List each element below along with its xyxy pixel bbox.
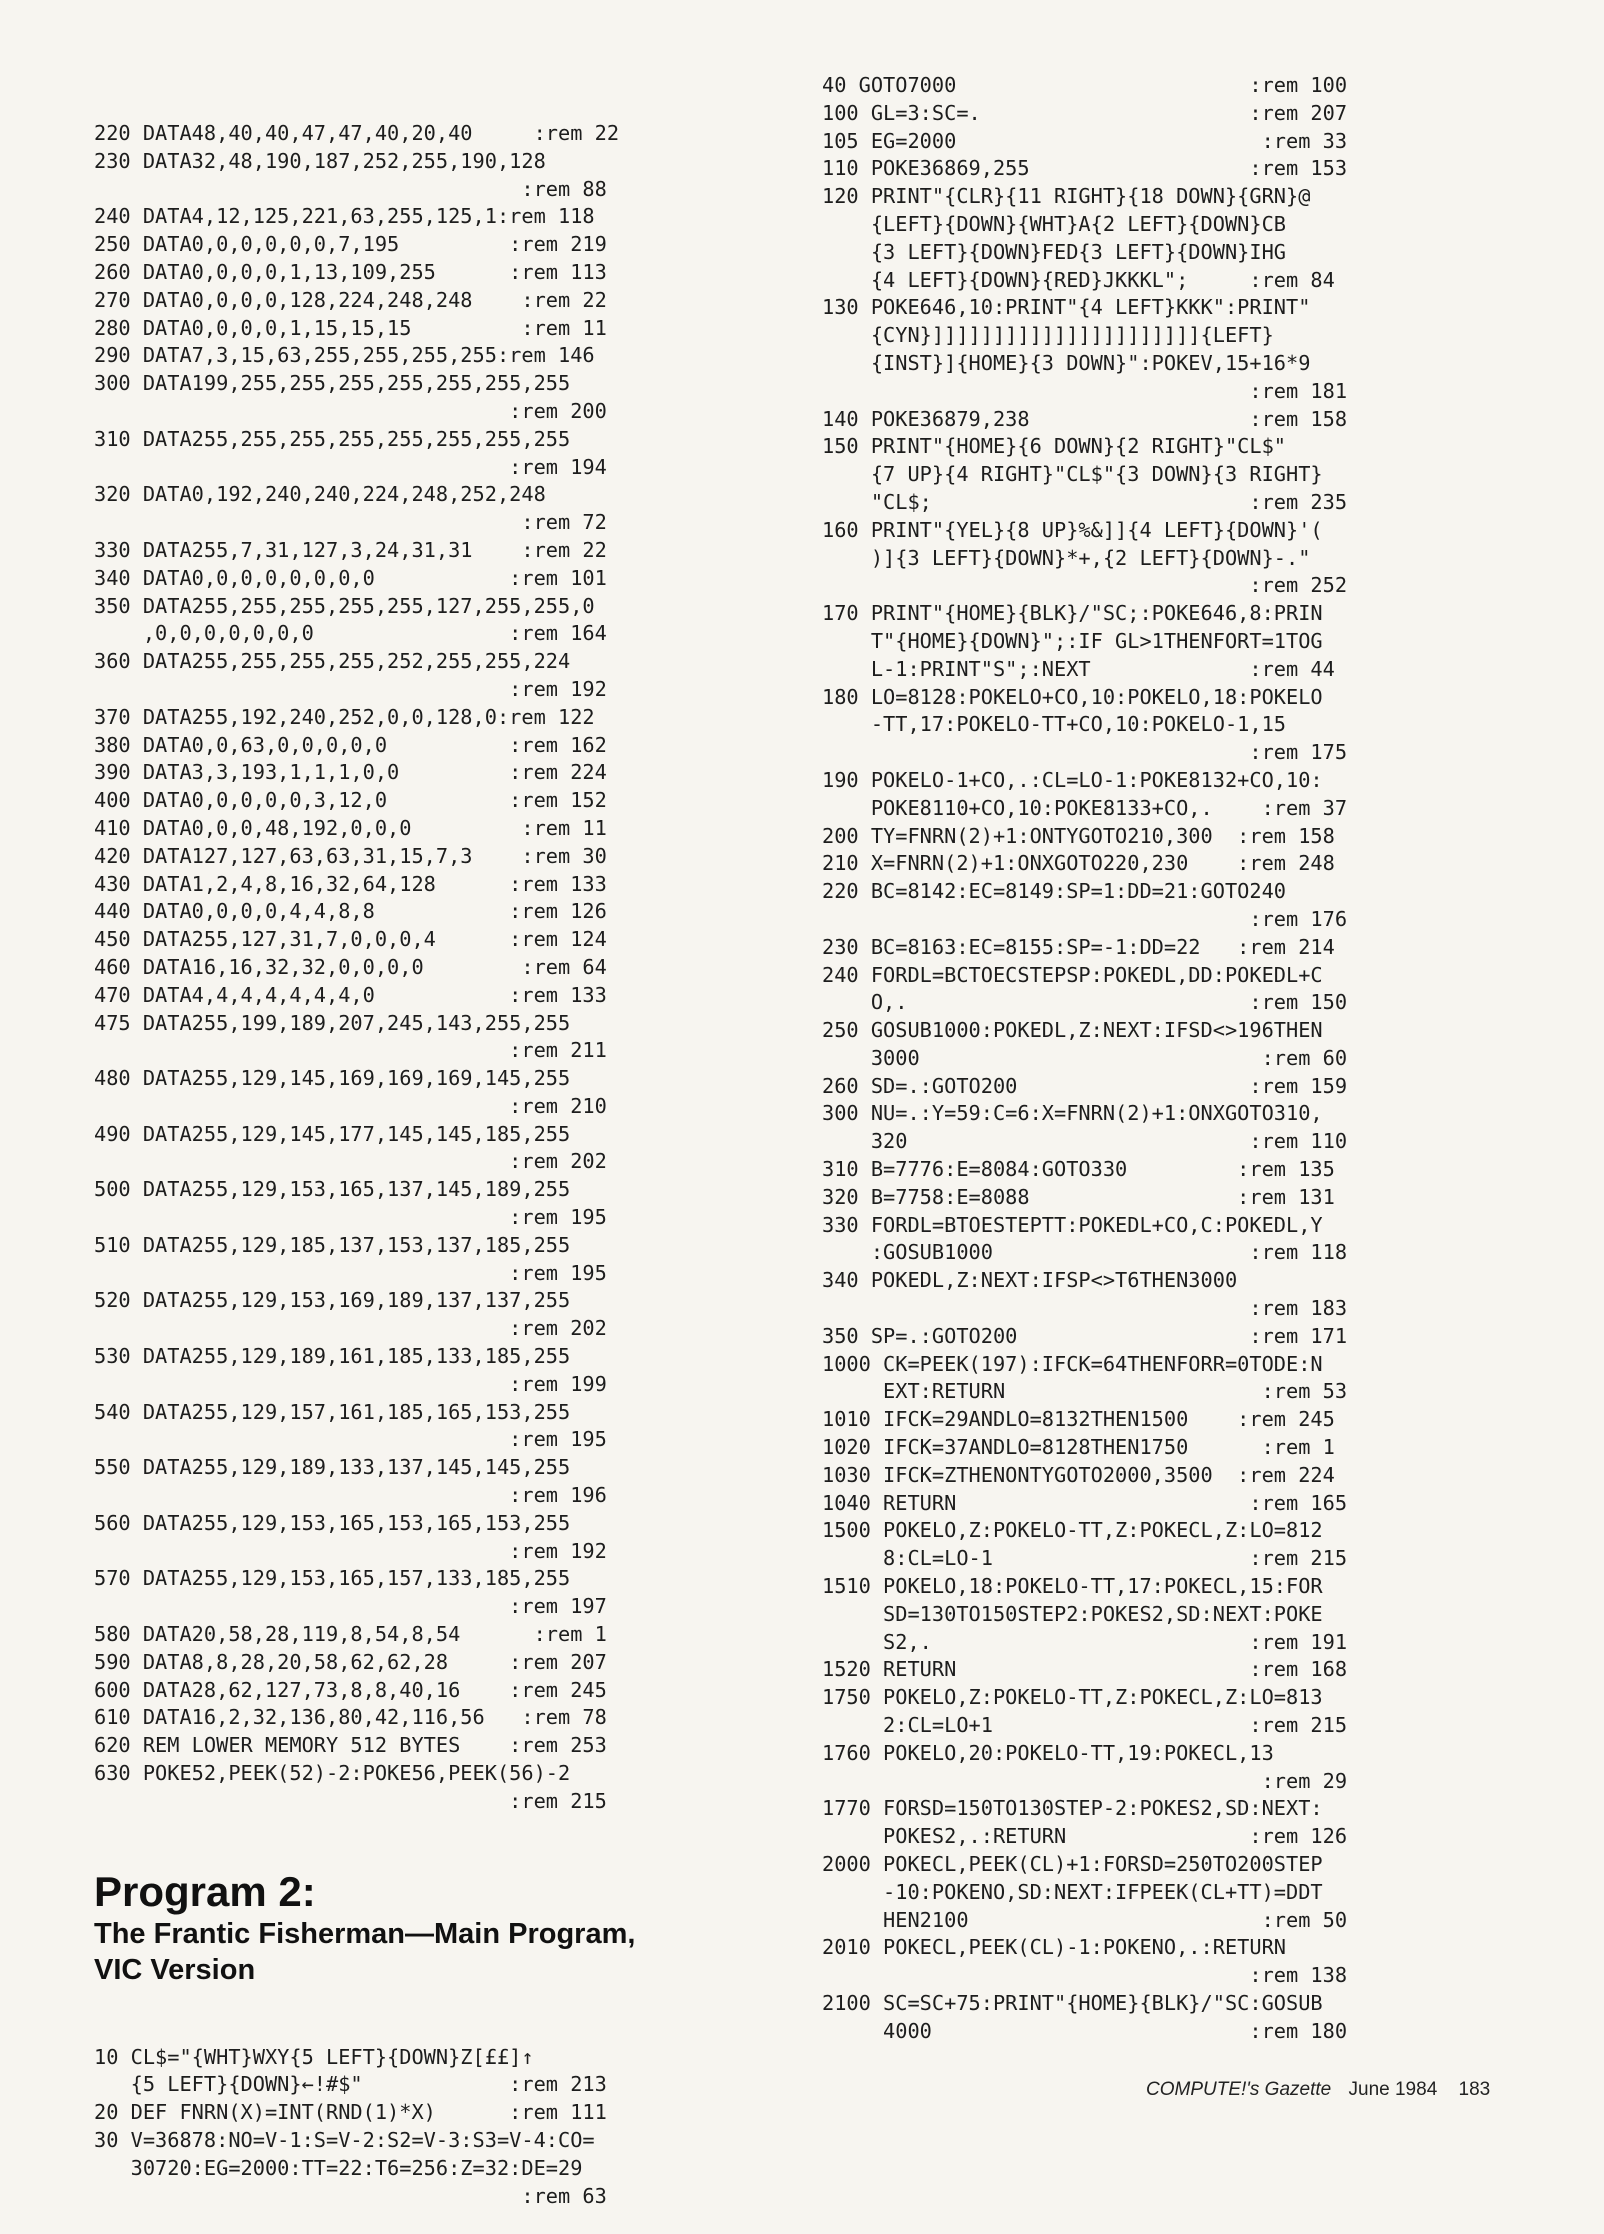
code-line: :rem 63 <box>94 2183 607 2208</box>
code-line: 300 NU=.:Y=59:C=6:X=FNRN(2)+1:ONXGOTO310, <box>822 1101 1323 1126</box>
code-line: {LEFT}{DOWN}{WHT}A{2 LEFT}{DOWN}CB <box>822 211 1286 236</box>
code-line: 2100 SC=SC+75:PRINT"{HOME}{BLK}/"SC:GOSUB <box>822 1990 1323 2015</box>
code-line: :rem 29 <box>822 1768 1348 1793</box>
code-line: 1500 POKELO,Z:POKELO-TT,Z:POKECL,Z:LO=812 <box>822 1518 1323 1543</box>
code-line: :rem 175 <box>822 740 1348 765</box>
code-line: 200 TY=FNRN(2)+1:ONTYGOTO210,300 :rem 158 <box>822 823 1335 848</box>
code-line: 180 LO=8128:POKELO+CO,10:POKELO,18:POKELO <box>822 684 1323 709</box>
code-line: 20 DEF FNRN(X)=INT(RND(1)*X) :rem 111 <box>94 2100 607 2125</box>
code-line: 1030 IFCK=ZTHENONTYGOTO2000,3500 :rem 224 <box>822 1462 1335 1487</box>
code-line: 610 DATA16,2,32,136,80,42,116,56 :rem 78 <box>94 1705 607 1730</box>
right-code-column <box>822 72 1522 2046</box>
code-line: 240 DATA4,12,125,221,63,255,125,1:rem 118 <box>94 204 595 229</box>
code-line: 280 DATA0,0,0,0,1,15,15,15 :rem 11 <box>94 315 607 340</box>
code-line: 630 POKE52,PEEK(52)-2:POKE56,PEEK(56)-2 <box>94 1761 571 1786</box>
code-line: T"{HOME}{DOWN}";:IF GL>1THENFORT=1TOG <box>822 628 1323 653</box>
code-line: 310 DATA255,255,255,255,255,255,255,255 <box>94 426 571 451</box>
code-line: 230 DATA32,48,190,187,252,255,190,128 <box>94 148 546 173</box>
code-line: :rem 196 <box>94 1483 607 1508</box>
code-line: :GOSUB1000 :rem 118 <box>822 1240 1348 1265</box>
code-line: 260 SD=.:GOTO200 :rem 159 <box>822 1073 1348 1098</box>
code-line: 475 DATA255,199,189,207,245,143,255,255 <box>94 1010 571 1035</box>
code-line: 550 DATA255,129,189,133,137,145,145,255 <box>94 1455 571 1480</box>
code-line: 510 DATA255,129,185,137,153,137,185,255 <box>94 1232 571 1257</box>
code-line: :rem 88 <box>94 176 607 201</box>
code-line: L-1:PRINT"S";:NEXT :rem 44 <box>822 656 1335 681</box>
code-line: 270 DATA0,0,0,0,128,224,248,248 :rem 22 <box>94 287 607 312</box>
code-line: 1510 POKELO,18:POKELO-TT,17:POKECL,15:FOR <box>822 1574 1323 1599</box>
program-heading <box>94 1868 794 1988</box>
code-line: 290 DATA7,3,15,63,255,255,255,255:rem 146 <box>94 343 595 368</box>
code-line: :rem 181 <box>822 378 1348 403</box>
code-line: 370 DATA255,192,240,252,0,0,128,0:rem 122 <box>94 704 595 729</box>
code-line: 500 DATA255,129,153,165,137,145,189,255 <box>94 1177 571 1202</box>
code-line: 1040 RETURN :rem 165 <box>822 1490 1348 1515</box>
code-line: SD=130TO150STEP2:POKES2,SD:NEXT:POKE <box>822 1601 1323 1626</box>
code-line: 1750 POKELO,Z:POKELO-TT,Z:POKECL,Z:LO=813 <box>822 1685 1323 1710</box>
code-line: :rem 72 <box>94 510 607 535</box>
code-line: :rem 194 <box>94 454 607 479</box>
code-line: :rem 192 <box>94 676 607 701</box>
code-line: :rem 192 <box>94 1538 607 1563</box>
code-line: 1000 CK=PEEK(197):IFCK=64THENFORR=0TODE:N <box>822 1351 1323 1376</box>
code-line: :rem 176 <box>822 906 1348 931</box>
code-line: :rem 215 <box>94 1788 607 1813</box>
code-line: :rem 202 <box>94 1149 607 1174</box>
code-line: 3000 :rem 60 <box>822 1045 1348 1070</box>
code-line: :rem 195 <box>94 1427 607 1452</box>
program-subtitle-line-1: The Frantic Fisherman—Main Program, <box>94 1917 636 1950</box>
code-line: 320 :rem 110 <box>822 1129 1348 1154</box>
code-line: 360 DATA255,255,255,255,252,255,255,224 <box>94 649 571 674</box>
code-line: 430 DATA1,2,4,8,16,32,64,128 :rem 133 <box>94 871 607 896</box>
program-2-listing-start <box>94 2044 794 2211</box>
left-code-column <box>94 72 794 2234</box>
code-line: 620 REM LOWER MEMORY 512 BYTES :rem 253 <box>94 1733 607 1758</box>
code-line: {4 LEFT}{DOWN}{RED}JKKKL"; :rem 84 <box>822 267 1335 292</box>
code-line: 260 DATA0,0,0,0,1,13,109,255 :rem 113 <box>94 259 607 284</box>
code-line: 130 POKE646,10:PRINT"{4 LEFT}KKK":PRINT" <box>822 295 1311 320</box>
code-line: {5 LEFT}{DOWN}←!#$" :rem 213 <box>94 2072 607 2097</box>
code-line: POKE8110+CO,10:POKE8133+CO,. :rem 37 <box>822 795 1348 820</box>
code-line: 40 GOTO7000 :rem 100 <box>822 73 1348 97</box>
code-line: 1760 POKELO,20:POKELO-TT,19:POKECL,13 <box>822 1740 1274 1765</box>
code-line: 1020 IFCK=37ANDLO=8128THEN1750 :rem 1 <box>822 1435 1335 1460</box>
code-line: 450 DATA255,127,31,7,0,0,0,4 :rem 124 <box>94 927 607 952</box>
code-line: 2010 POKECL,PEEK(CL)-1:POKENO,.:RETURN <box>822 1935 1286 1960</box>
code-line: 160 PRINT"{YEL}{8 UP}%&]]{4 LEFT}{DOWN}'( <box>822 517 1323 542</box>
code-line: :rem 195 <box>94 1260 607 1285</box>
code-line: ,0,0,0,0,0,0,0 :rem 164 <box>94 621 607 646</box>
code-line: 100 GL=3:SC=. :rem 207 <box>822 100 1348 125</box>
code-line: 530 DATA255,129,189,161,185,133,185,255 <box>94 1344 571 1369</box>
code-line: :rem 200 <box>94 398 607 423</box>
code-line: 460 DATA16,16,32,32,0,0,0,0 :rem 64 <box>94 954 607 979</box>
code-line: :rem 211 <box>94 1038 607 1063</box>
code-line: 420 DATA127,127,63,63,31,15,7,3 :rem 30 <box>94 843 607 868</box>
code-line: 240 FORDL=BCTOECSTEPSP:POKEDL,DD:POKEDL+C <box>822 962 1323 987</box>
code-line: "CL$; :rem 235 <box>822 489 1348 514</box>
code-line: 320 DATA0,192,240,240,224,248,252,248 <box>94 482 546 507</box>
code-line: 110 POKE36869,255 :rem 153 <box>822 156 1348 181</box>
code-line: 105 EG=2000 :rem 33 <box>822 128 1348 153</box>
code-line: 520 DATA255,129,153,169,189,137,137,255 <box>94 1288 571 1313</box>
code-line: 470 DATA4,4,4,4,4,4,4,0 :rem 133 <box>94 982 607 1007</box>
program-title: Program 2: <box>94 1867 316 1915</box>
code-line: 480 DATA255,129,145,169,169,169,145,255 <box>94 1066 571 1091</box>
code-line: S2,. :rem 191 <box>822 1629 1348 1654</box>
code-line: 250 GOSUB1000:POKEDL,Z:NEXT:IFSD<>196THEN <box>822 1018 1323 1043</box>
code-line: 1770 FORSD=150TO130STEP-2:POKES2,SD:NEXT: <box>822 1796 1323 1821</box>
issue-date: June 1984 <box>1348 2079 1438 2100</box>
code-line: 220 BC=8142:EC=8149:SP=1:DD=21:GOTO240 <box>822 879 1286 904</box>
code-line: 440 DATA0,0,0,0,4,4,8,8 :rem 126 <box>94 899 607 924</box>
code-line: :rem 202 <box>94 1316 607 1341</box>
code-line: 230 BC=8163:EC=8155:SP=-1:DD=22 :rem 214 <box>822 934 1335 959</box>
code-line: -10:POKENO,SD:NEXT:IFPEEK(CL+TT)=DDT <box>822 1879 1323 1904</box>
code-line: {INST}]{HOME}{3 DOWN}":POKEV,15+16*9 <box>822 350 1311 375</box>
code-line: 560 DATA255,129,153,165,153,165,153,255 <box>94 1510 571 1535</box>
page-footer <box>1146 2079 1490 2101</box>
code-line: 600 DATA28,62,127,73,8,8,40,16 :rem 245 <box>94 1677 607 1702</box>
code-line: 380 DATA0,0,63,0,0,0,0,0 :rem 162 <box>94 732 607 757</box>
code-line: 120 PRINT"{CLR}{11 RIGHT}{18 DOWN}{GRN}@ <box>822 184 1311 209</box>
code-line: 4000 :rem 180 <box>822 2018 1348 2043</box>
code-line: 330 FORDL=BTOESTEPTT:POKEDL+CO,C:POKEDL,Y <box>822 1212 1323 1237</box>
code-line: )]{3 LEFT}{DOWN}*+,{2 LEFT}{DOWN}-." <box>822 545 1311 570</box>
code-line: :rem 210 <box>94 1093 607 1118</box>
code-line: 350 SP=.:GOTO200 :rem 171 <box>822 1323 1348 1348</box>
code-line: 310 B=7776:E=8084:GOTO330 :rem 135 <box>822 1157 1335 1182</box>
program-1-listing-end <box>94 120 794 1816</box>
code-line: 10 CL$="{WHT}WXY{5 LEFT}{DOWN}Z[££]↑ <box>94 2044 534 2069</box>
code-line: 190 POKELO-1+CO,.:CL=LO-1:POKE8132+CO,10: <box>822 767 1323 792</box>
code-line: {7 UP}{4 RIGHT}"CL$"{3 DOWN}{3 RIGHT} <box>822 462 1323 487</box>
code-line: {CYN}]]]]]]]]]]]]]]]]]]]]]]{LEFT} <box>822 323 1274 348</box>
code-line: 2:CL=LO+1 :rem 215 <box>822 1713 1348 1738</box>
code-line: 140 POKE36879,238 :rem 158 <box>822 406 1348 431</box>
page-number: 183 <box>1458 2079 1491 2100</box>
code-line: 150 PRINT"{HOME}{6 DOWN}{2 RIGHT}"CL$" <box>822 434 1286 459</box>
code-line: 30 V=36878:NO=V-1:S=V-2:S2=V-3:S3=V-4:CO= <box>94 2128 595 2152</box>
code-line: 210 X=FNRN(2)+1:ONXGOTO220,230 :rem 248 <box>822 851 1335 876</box>
code-line: 220 DATA48,40,40,47,47,40,20,40 :rem 22 <box>94 121 620 145</box>
code-line: 340 DATA0,0,0,0,0,0,0,0 :rem 101 <box>94 565 607 590</box>
code-line: POKES2,.:RETURN :rem 126 <box>822 1824 1348 1849</box>
code-line: 570 DATA255,129,153,165,157,133,185,255 <box>94 1566 571 1591</box>
code-line: :rem 252 <box>822 573 1348 598</box>
code-line: 330 DATA255,7,31,127,3,24,31,31 :rem 22 <box>94 537 607 562</box>
code-line: 340 POKEDL,Z:NEXT:IFSP<>T6THEN3000 <box>822 1268 1238 1293</box>
code-line: -TT,17:POKELO-TT+CO,10:POKELO-1,15 <box>822 712 1286 737</box>
code-line: 590 DATA8,8,28,20,58,62,62,28 :rem 207 <box>94 1649 607 1674</box>
program-subtitle-line-2: VIC Version <box>94 1953 256 1986</box>
code-line: 400 DATA0,0,0,0,0,3,12,0 :rem 152 <box>94 788 607 813</box>
code-line: :rem 195 <box>94 1205 607 1230</box>
code-line: 390 DATA3,3,193,1,1,1,0,0 :rem 224 <box>94 760 607 785</box>
code-line: :rem 197 <box>94 1594 607 1619</box>
code-line: 250 DATA0,0,0,0,0,0,7,195 :rem 219 <box>94 232 607 257</box>
code-line: :rem 199 <box>94 1371 607 1396</box>
code-line: 320 B=7758:E=8088 :rem 131 <box>822 1184 1335 1209</box>
code-line: {3 LEFT}{DOWN}FED{3 LEFT}{DOWN}IHG <box>822 239 1286 264</box>
code-line: 170 PRINT"{HOME}{BLK}/"SC;:POKE646,8:PRIN <box>822 601 1323 626</box>
code-line: 30720:EG=2000:TT=22:T6=256:Z=32:DE=29 <box>94 2155 583 2180</box>
code-line: 580 DATA20,58,28,119,8,54,8,54 :rem 1 <box>94 1622 607 1647</box>
code-line: EXT:RETURN :rem 53 <box>822 1379 1348 1404</box>
code-line: 410 DATA0,0,0,48,192,0,0,0 :rem 11 <box>94 815 607 840</box>
code-line: :rem 183 <box>822 1296 1348 1321</box>
code-line: 300 DATA199,255,255,255,255,255,255,255 <box>94 371 571 396</box>
code-line: 8:CL=LO-1 :rem 215 <box>822 1546 1348 1571</box>
code-line: :rem 138 <box>822 1963 1348 1988</box>
code-line: 350 DATA255,255,255,255,255,127,255,255,0 <box>94 593 595 618</box>
code-line: O,. :rem 150 <box>822 990 1348 1015</box>
code-line: 490 DATA255,129,145,177,145,145,185,255 <box>94 1121 571 1146</box>
code-line: 1010 IFCK=29ANDLO=8132THEN1500 :rem 245 <box>822 1407 1335 1432</box>
code-line: 2000 POKECL,PEEK(CL)+1:FORSD=250TO200STEP <box>822 1852 1323 1876</box>
code-line: 1520 RETURN :rem 168 <box>822 1657 1348 1682</box>
code-line: HEN2100 :rem 50 <box>822 1907 1348 1932</box>
magazine-name: COMPUTE!'s Gazette <box>1146 2079 1332 2100</box>
code-line: 540 DATA255,129,157,161,185,165,153,255 <box>94 1399 571 1424</box>
